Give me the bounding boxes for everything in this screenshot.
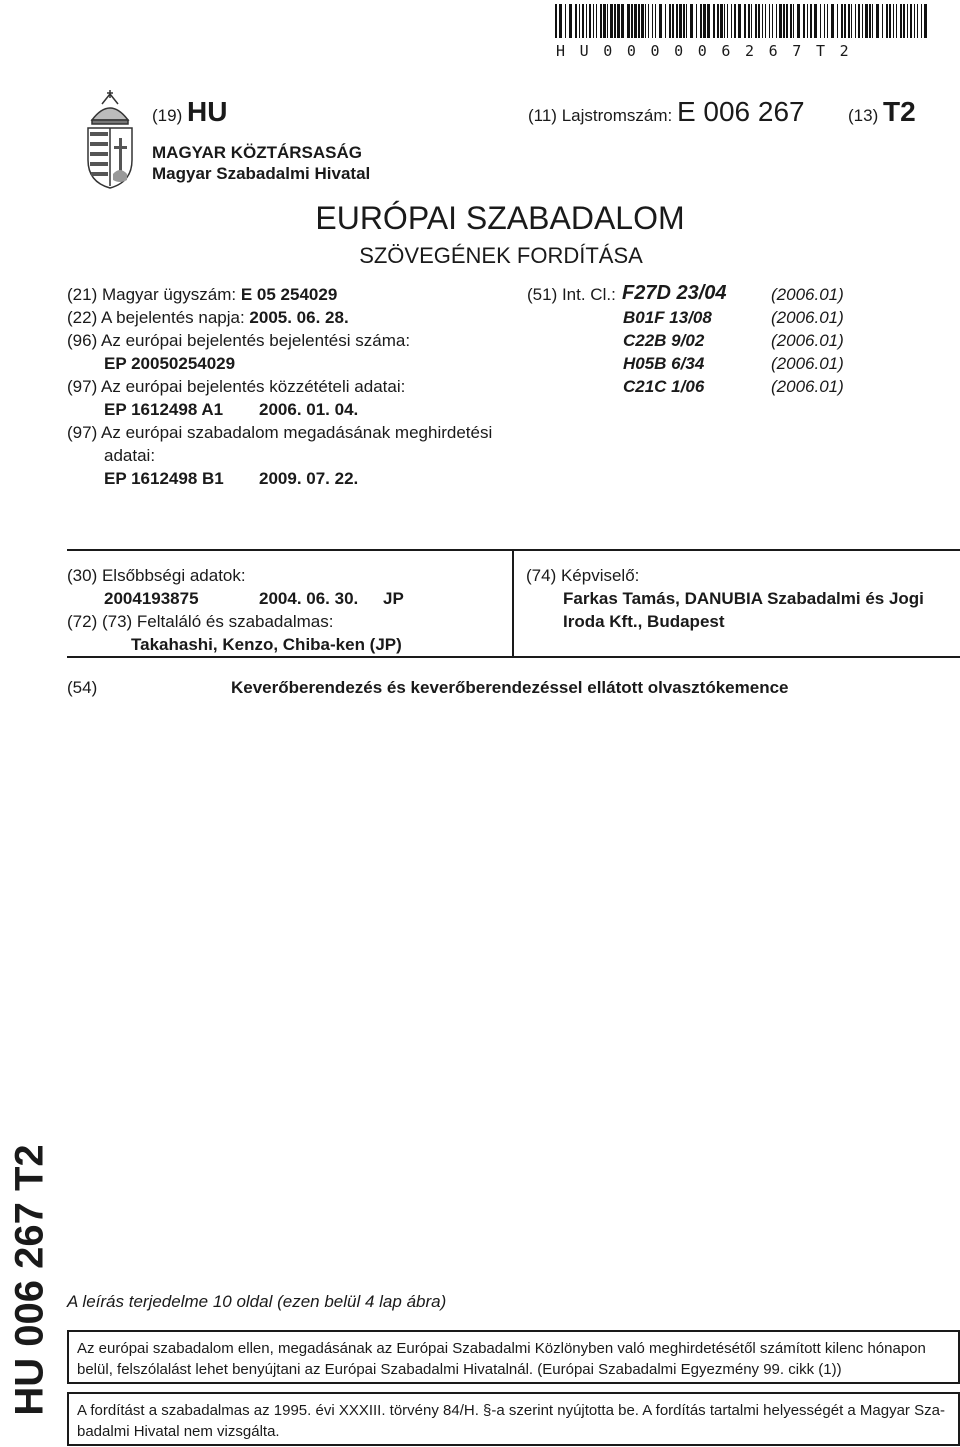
barcode-bar [896, 4, 897, 38]
field-22 [67, 308, 349, 328]
barcode-bar [903, 4, 905, 38]
barcode-bar [844, 4, 846, 38]
invention-title: Keverőberendezés és keverőberendezéssel ellátott olvasztókemence [231, 678, 789, 697]
agent-line-1: Farkas Tamás, DANUBIA Szabadalmi és Jogi [563, 589, 924, 608]
barcode-bar [900, 4, 902, 38]
barcode-bar [744, 4, 746, 38]
ipc-code: B01F 13/08 [623, 308, 712, 327]
side-label [0, 1144, 60, 1416]
ipc-code: C21C 1/06 [623, 377, 705, 396]
field-13-code: (13) [848, 106, 879, 125]
barcode-bar [872, 4, 873, 38]
barcode-bar [652, 4, 653, 38]
barcode-bar [720, 4, 723, 38]
field-11 [528, 96, 805, 128]
barcode-bar [607, 4, 608, 38]
barcode-bar [837, 4, 838, 38]
barcode-bar [824, 4, 825, 38]
priority-date: 2004. 06. 30. [259, 589, 359, 608]
country-name: MAGYAR KÖZTÁRSASÁG [152, 143, 362, 162]
field-97b-label: (97) Az európai szabadalom megadásának meghirdetési [67, 423, 493, 442]
ipc-version: (2006.01) [771, 377, 844, 396]
barcode-bar [869, 4, 871, 38]
field-19-code: (19) [152, 106, 183, 125]
barcode-bar [569, 4, 572, 38]
ipc-version: (2006.01) [771, 354, 844, 373]
barcode-bar [734, 4, 736, 38]
barcode-bar [820, 4, 821, 38]
barcode-bar [776, 4, 777, 38]
ipc-version: (2006.01) [771, 331, 844, 350]
barcode-bar [924, 4, 927, 38]
barcode-bar [679, 4, 682, 38]
ipc-label: (51) Int. Cl.: [527, 285, 616, 304]
barcode-bar [762, 4, 763, 38]
barcode-bar [921, 4, 922, 38]
field-11-label: (11) Lajstromszám: [528, 106, 673, 125]
ipc-version: (2006.01) [771, 308, 844, 327]
agent-line-2 [563, 612, 725, 632]
barcode-bar [914, 4, 915, 38]
field-21 [67, 285, 337, 305]
barcode-bar [617, 4, 620, 38]
barcode-bar [686, 4, 687, 38]
barcode-bar [889, 4, 891, 38]
barcode-bar [700, 4, 702, 38]
field-21-value: E 05 254029 [240, 285, 338, 304]
barcode-bar [724, 4, 725, 38]
barcode-bar [876, 4, 879, 38]
barcode-bar [634, 4, 637, 38]
translation-notice [67, 1392, 960, 1446]
barcode-bar [676, 4, 678, 38]
barcode-bar [831, 4, 834, 38]
field-74-label: (74) Képviselő: [526, 566, 640, 585]
barcode-bar [648, 4, 649, 38]
barcode-bar [579, 4, 580, 38]
barcode-bar [803, 4, 805, 38]
barcode-bar [814, 4, 817, 38]
field-19 [152, 96, 227, 128]
barcode-bar [565, 4, 566, 38]
barcode-bar [655, 4, 656, 38]
ipc-code: C22B 9/02 [623, 331, 705, 350]
barcode-bar [707, 4, 710, 38]
barcode-bar [669, 4, 671, 38]
barcode-bar [582, 4, 584, 38]
document-subtitle: SZÖVEGÉNEK FORDÍTÁSA [359, 243, 643, 268]
barcode-bar [793, 4, 794, 38]
field-96-value: EP 20050254029 [104, 354, 236, 373]
barcode-bar [772, 4, 773, 38]
barcode-bar [755, 4, 757, 38]
inventor: Takahashi, Kenzo, Chiba-ken (JP) [131, 635, 402, 654]
description-extent: A leírás terjedelme 10 oldal (ezen belül 4 lap ábra) [67, 1292, 447, 1311]
field-22-value: 2005. 06. 28. [249, 308, 349, 327]
barcode-bar [810, 4, 812, 38]
barcode-bar [765, 4, 766, 38]
barcode-text: HU000006267T2 [556, 42, 864, 60]
barcode-bar [882, 4, 883, 38]
barcode-bar [738, 4, 741, 38]
coat-of-arms-icon [80, 90, 140, 190]
field-97b-number: EP 1612498 B1 [104, 469, 224, 488]
barcode-bar [917, 4, 918, 38]
barcode-bar [893, 4, 894, 38]
ipc-code: H05B 6/34 [623, 354, 705, 373]
barcode-bar [886, 4, 888, 38]
barcode-bar [841, 4, 843, 38]
document-title: EURÓPAI SZABADALOM [315, 200, 685, 236]
field-97a-label: (97) Az európai bejelentés közzétételi adatai: [67, 377, 406, 396]
barcode-bar [855, 4, 856, 38]
barcode-bar [589, 4, 591, 38]
priority-number: 2004193875 [104, 589, 199, 608]
barcode-bar [713, 4, 715, 38]
agent-firm: Iroda Kft. [563, 612, 638, 631]
side-label-text: HU 006 267 T2 [7, 1144, 52, 1416]
ipc-code-main: F27D 23/04 [622, 282, 727, 304]
ipc-version: (2006.01) [771, 285, 844, 304]
barcode-bar [807, 4, 808, 38]
country-code: HU [186, 96, 228, 127]
office-name: Magyar Szabadalmi Hivatal [152, 164, 371, 183]
agent-city: , Budapest [637, 612, 725, 631]
priority-country: JP [383, 589, 404, 608]
opposition-notice [67, 1330, 960, 1384]
field-72-label: (72) (73) Feltaláló és szabadalmas: [67, 612, 334, 631]
barcode-bar [645, 4, 646, 38]
barcode-bar [696, 4, 697, 38]
field-30-label: (30) Elsőbbségi adatok: [67, 566, 246, 585]
barcode-bar [748, 4, 750, 38]
field-97b-label-cont: adatai: [104, 446, 156, 465]
field-21-label: (21) Magyar ügyszám: [67, 285, 237, 304]
barcode-bar [610, 4, 613, 38]
barcode-bar [575, 4, 577, 38]
barcode-bar [717, 4, 719, 38]
barcode-bar [797, 4, 800, 38]
barcode-bar [786, 4, 788, 38]
translation-notice-line-2: badalmi Hivatal nem vizsgálta. [77, 1423, 280, 1440]
field-22-label: (22) A bejelentés napja: [67, 308, 245, 327]
kind-code: T2 [882, 96, 916, 127]
translation-notice-line-1: A fordítást a szabadalmas az 1995. évi XXXIII. törvény 84/H. §-a szerint nyújtotta be. A fordítás tartalmi helyességét a Magyar Sza- [77, 1402, 945, 1419]
registration-number: E 006 267 [676, 96, 805, 127]
barcode-bar [631, 4, 633, 38]
barcode-bar [672, 4, 674, 38]
barcode-bar [862, 4, 863, 38]
barcode-bar [703, 4, 706, 38]
barcode-bar [727, 4, 728, 38]
barcode-bar [751, 4, 752, 38]
opposition-notice-line-2: belül, felszólalást lehet benyújtani az Európai Szabadalmi Hivatalnál. (Európai Szabadalmi Egyezmény 99. cikk (1)) [77, 1361, 842, 1378]
field-96-label: (96) Az európai bejelentés bejelentési száma: [67, 331, 411, 350]
barcode-bar [790, 4, 792, 38]
barcode-bar [659, 4, 662, 38]
barcode-bar [627, 4, 630, 38]
barcode-bar [614, 4, 616, 38]
barcode-bar [851, 4, 852, 38]
barcode-bar [641, 4, 644, 38]
barcode-bar [731, 4, 732, 38]
barcode-bar [783, 4, 785, 38]
barcode-bar [758, 4, 760, 38]
barcode-bar [603, 4, 606, 38]
barcode-bar [621, 4, 624, 38]
divider [512, 549, 514, 658]
field-54-code: (54) [67, 678, 98, 697]
barcode-bar [779, 4, 782, 38]
barcode-bar [907, 4, 908, 38]
barcode-bar [638, 4, 640, 38]
field-13 [848, 96, 916, 128]
opposition-notice-line-1: Az európai szabadalom ellen, megadásának az Európai Szabadalmi Közlönyben való meghirdetésétől számított kilenc hónapon [77, 1340, 926, 1357]
barcode [555, 4, 927, 38]
barcode-bar [586, 4, 587, 38]
field-97a-date: 2006. 01. 04. [259, 400, 359, 419]
barcode-bar [683, 4, 685, 38]
barcode-bar [865, 4, 868, 38]
barcode-bar [848, 4, 850, 38]
barcode-bar [769, 4, 770, 38]
barcode-bar [555, 4, 557, 38]
barcode-bar [559, 4, 562, 38]
barcode-bar [690, 4, 693, 38]
field-97a-number: EP 1612498 A1 [104, 400, 224, 419]
barcode-bar [665, 4, 666, 38]
barcode-bar [827, 4, 828, 38]
field-97b-date: 2009. 07. 22. [259, 469, 359, 488]
barcode-bar [858, 4, 860, 38]
barcode-bar [593, 4, 594, 38]
barcode-bar [600, 4, 602, 38]
barcode-bar [910, 4, 912, 38]
barcode-bar [596, 4, 597, 38]
